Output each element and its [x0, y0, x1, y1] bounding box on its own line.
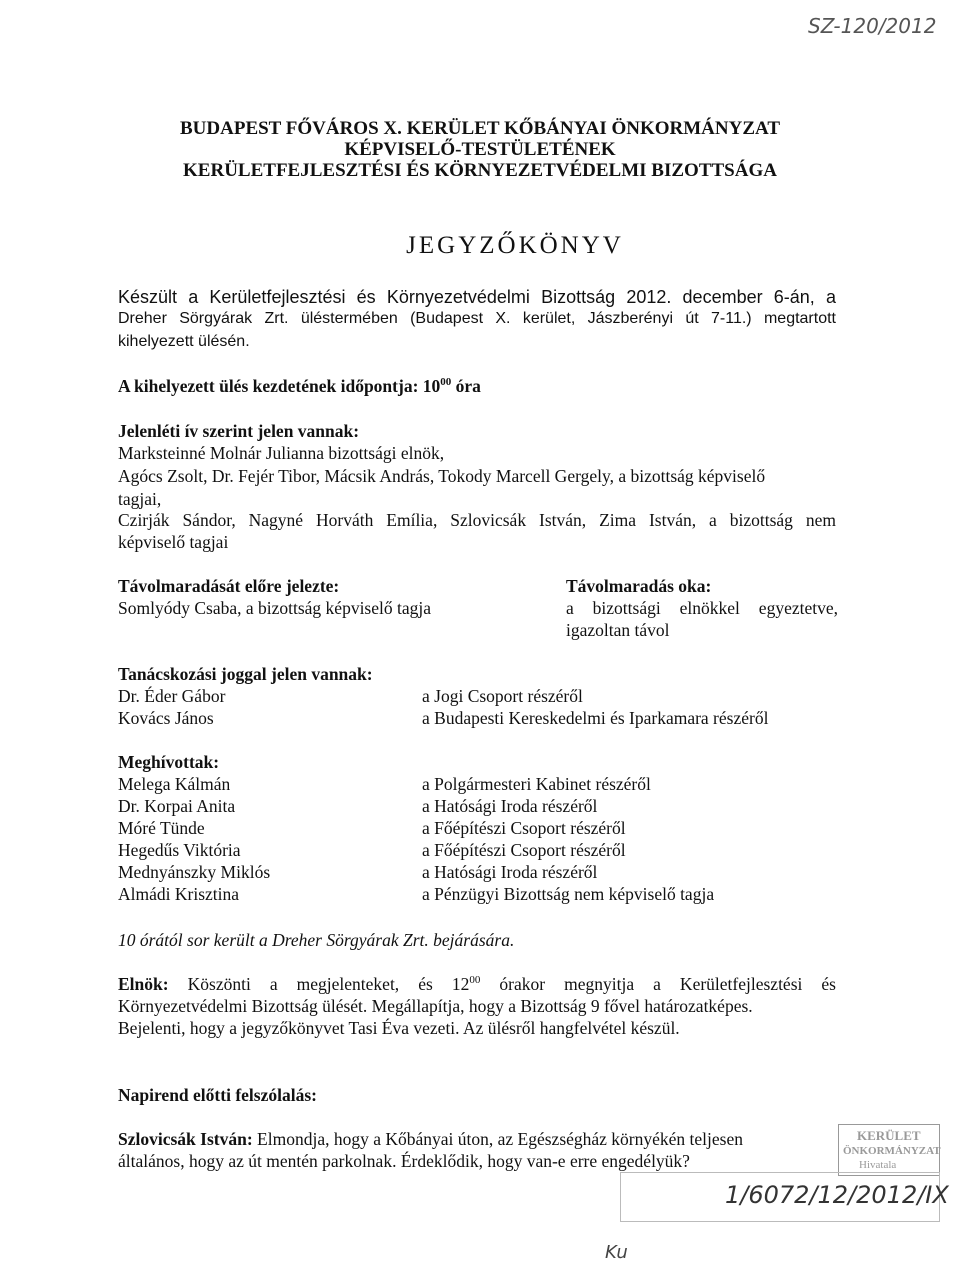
- invited-name-4: Hegedűs Viktória: [118, 840, 241, 860]
- absence-reason-heading: Távolmaradás oka:: [566, 576, 712, 596]
- advisory-heading: Tanácskozási joggal jelen vannak:: [118, 664, 373, 684]
- registry-number: 1/6072/12/2012/IX: [725, 1181, 949, 1209]
- present-heading: Jelenléti ív szerint jelen vannak:: [118, 421, 360, 441]
- absence-reason-line-2: igazoltan távol: [566, 620, 670, 640]
- agenda-heading: Napirend előtti felszólalás:: [118, 1085, 317, 1105]
- invited-org-1: a Polgármesteri Kabinet részéről: [422, 774, 651, 794]
- registry-stamp: [838, 1124, 940, 1176]
- invited-name-2: Dr. Korpai Anita: [118, 796, 236, 816]
- present-line-2: Agócs Zsolt, Dr. Fejér Tibor, Mácsik András, Tokody Marcell Gergely, a bizottság képviselő: [118, 466, 766, 486]
- handwritten-reference: SZ-120/2012: [808, 14, 937, 38]
- advisory-org-1: a Jogi Csoport részéről: [422, 686, 583, 706]
- document-title: JEGYZŐKÖNYV: [406, 232, 624, 259]
- chair-line-2: Környezetvédelmi Bizottság ülését. Megállapítja, hogy a Bizottság 9 fővel határozatképes.: [118, 996, 753, 1016]
- start-time: A kihelyezett ülés kezdetének időpontja: $10^{00}$ óra: [118, 376, 481, 396]
- speech-line-1: Szlovicsák István: Elmondja, hogy a Kőbányai úton, az Egészségház környékén teljesen: [118, 1129, 743, 1149]
- present-line-3: tagjai,: [118, 489, 162, 509]
- chair-line-1: Elnök: Köszönti a megjelenteket, és $12^{00}$ órakor megnyitja a Kerületfejlesztési és: [118, 974, 836, 994]
- invited-org-5: a Hatósági Iroda részéről: [422, 862, 598, 882]
- absence-reason-line-1: a bizottsági elnökkel egyeztetve,: [566, 598, 838, 618]
- present-line-5: képviselő tagjai: [118, 532, 229, 552]
- present-line-1: Marksteinné Molnár Julianna bizottsági elnök,: [118, 443, 445, 463]
- invited-name-1: Melega Kálmán: [118, 774, 231, 794]
- stamp-line-1: KERÜLET: [857, 1128, 921, 1143]
- intro-line-3: kihelyezett ülésén.: [118, 333, 250, 350]
- invited-org-2: a Hatósági Iroda részéről: [422, 796, 598, 816]
- invited-name-3: Móré Tünde: [118, 818, 205, 838]
- invited-name-5: Mednyánszky Miklós: [118, 862, 271, 882]
- invited-heading: Meghívottak:: [118, 752, 220, 772]
- chair-line-3: Bejelenti, hogy a jegyzőkönyvet Tasi Éva vezeti. Az ülésről hangfelvétel készül.: [118, 1018, 680, 1038]
- invited-org-3: a Főépítészi Csoport részéről: [422, 818, 626, 838]
- stamp-line-3: Hivatala: [859, 1159, 897, 1171]
- invited-org-6: a Pénzügyi Bizottság nem képviselő tagja: [422, 884, 715, 904]
- absence-heading: Távolmaradását előre jelezte:: [118, 576, 340, 596]
- header-line-1: BUDAPEST FŐVÁROS X. KERÜLET KŐBÁNYAI ÖNKORMÁNYZAT: [180, 118, 780, 139]
- registry-number-box: [620, 1172, 949, 1222]
- invited-org-4: a Főépítészi Csoport részéről: [422, 840, 626, 860]
- header-line-2: KÉPVISELŐ-TESTÜLETÉNEK: [344, 139, 616, 160]
- header-line-3: KERÜLETFEJLESZTÉSI ÉS KÖRNYEZETVÉDELMI BIZOTTSÁGA: [183, 160, 777, 181]
- speech-line-2: általános, hogy az út mentén parkolnak. Érdeklődik, hogy van-e erre engedélyük?: [118, 1151, 690, 1171]
- intro-line-1: Készült a Kerületfejlesztési és Környezetvédelmi Bizottság 2012. december 6-án, a: [118, 287, 836, 307]
- absent-member: Somlyódy Csaba, a bizottság képviselő tagja: [118, 598, 432, 618]
- invited-name-6: Almádi Krisztina: [118, 884, 240, 904]
- stamp-line-2: ÖNKORMÁNYZAT: [843, 1145, 941, 1157]
- advisory-name-1: Dr. Éder Gábor: [118, 686, 226, 706]
- advisory-org-2: a Budapesti Kereskedelmi és Iparkamara részéről: [422, 708, 769, 728]
- present-line-4: Czirják Sándor, Nagyné Horváth Emília, Szlovicsák István, Zima István, a bizottság nem: [118, 510, 836, 530]
- site-visit-note: 10 órától sor került a Dreher Sörgyárak Zrt. bejárására.: [118, 930, 515, 950]
- intro-line-2: Dreher Sörgyárak Zrt. üléstermében (Budapest X. kerület, Jászberényi út 7-11.) megtartott: [118, 310, 836, 327]
- signature: Ku: [605, 1242, 628, 1263]
- advisory-name-2: Kovács János: [118, 708, 214, 728]
